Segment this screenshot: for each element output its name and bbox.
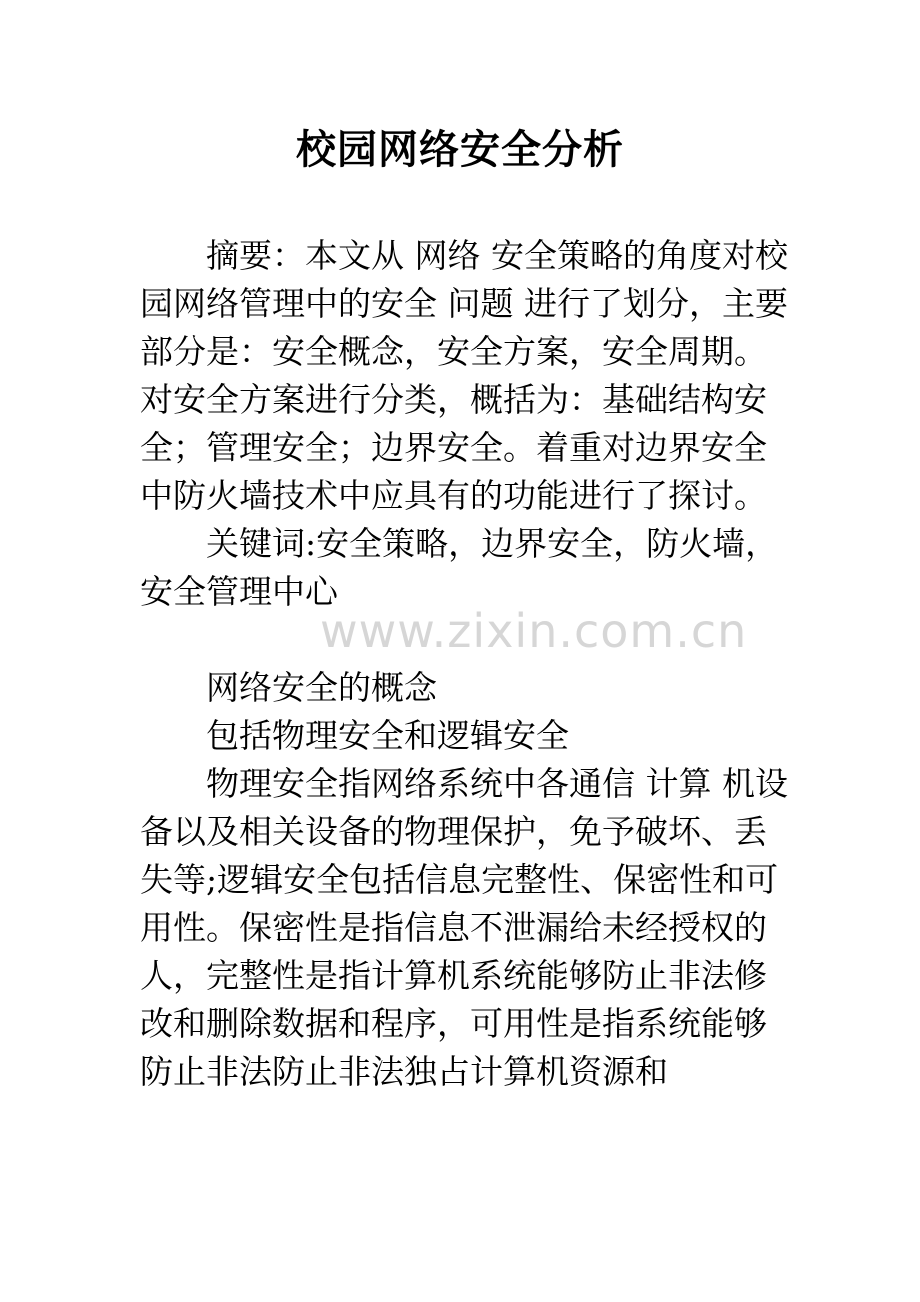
- document-title: 校园网络安全分析: [296, 126, 624, 173]
- body-paragraph: 物理安全指网络系统中各通信 计算 机设备以及相关设备的物理保护，免予破坏、丢失等;逻辑安全包括信息完整性、保密性和可用性。保密性是指信息不泄漏给未经授权的人，完整性是指计算机系统能够防止非法修改和删除数据和程序，可用性是指系统能够防止非法防止非法独占计算机资源和: [140, 764, 788, 1091]
- keywords-paragraph: 关键词:安全策略，边界安全，防火墙，安全管理中心: [140, 524, 779, 611]
- section-heading: 网络安全的概念: [206, 668, 437, 707]
- abstract-paragraph: 摘要：本文从 网络 安全策略的角度对校园网络管理中的安全 问题 进行了划分，主要部分是：安全概念，安全方案，安全周期。对安全方案进行分类，概括为：基础结构安全；管理安全；边界安全。着重对边界安全中防火墙技术中应具有的功能进行了探讨。: [140, 236, 788, 515]
- sub-heading: 包括物理安全和逻辑安全: [206, 716, 569, 755]
- paragraph-gap: [140, 616, 790, 664]
- watermark-text: www.zixin.com.cn: [320, 604, 748, 658]
- document-body: [140, 232, 790, 1096]
